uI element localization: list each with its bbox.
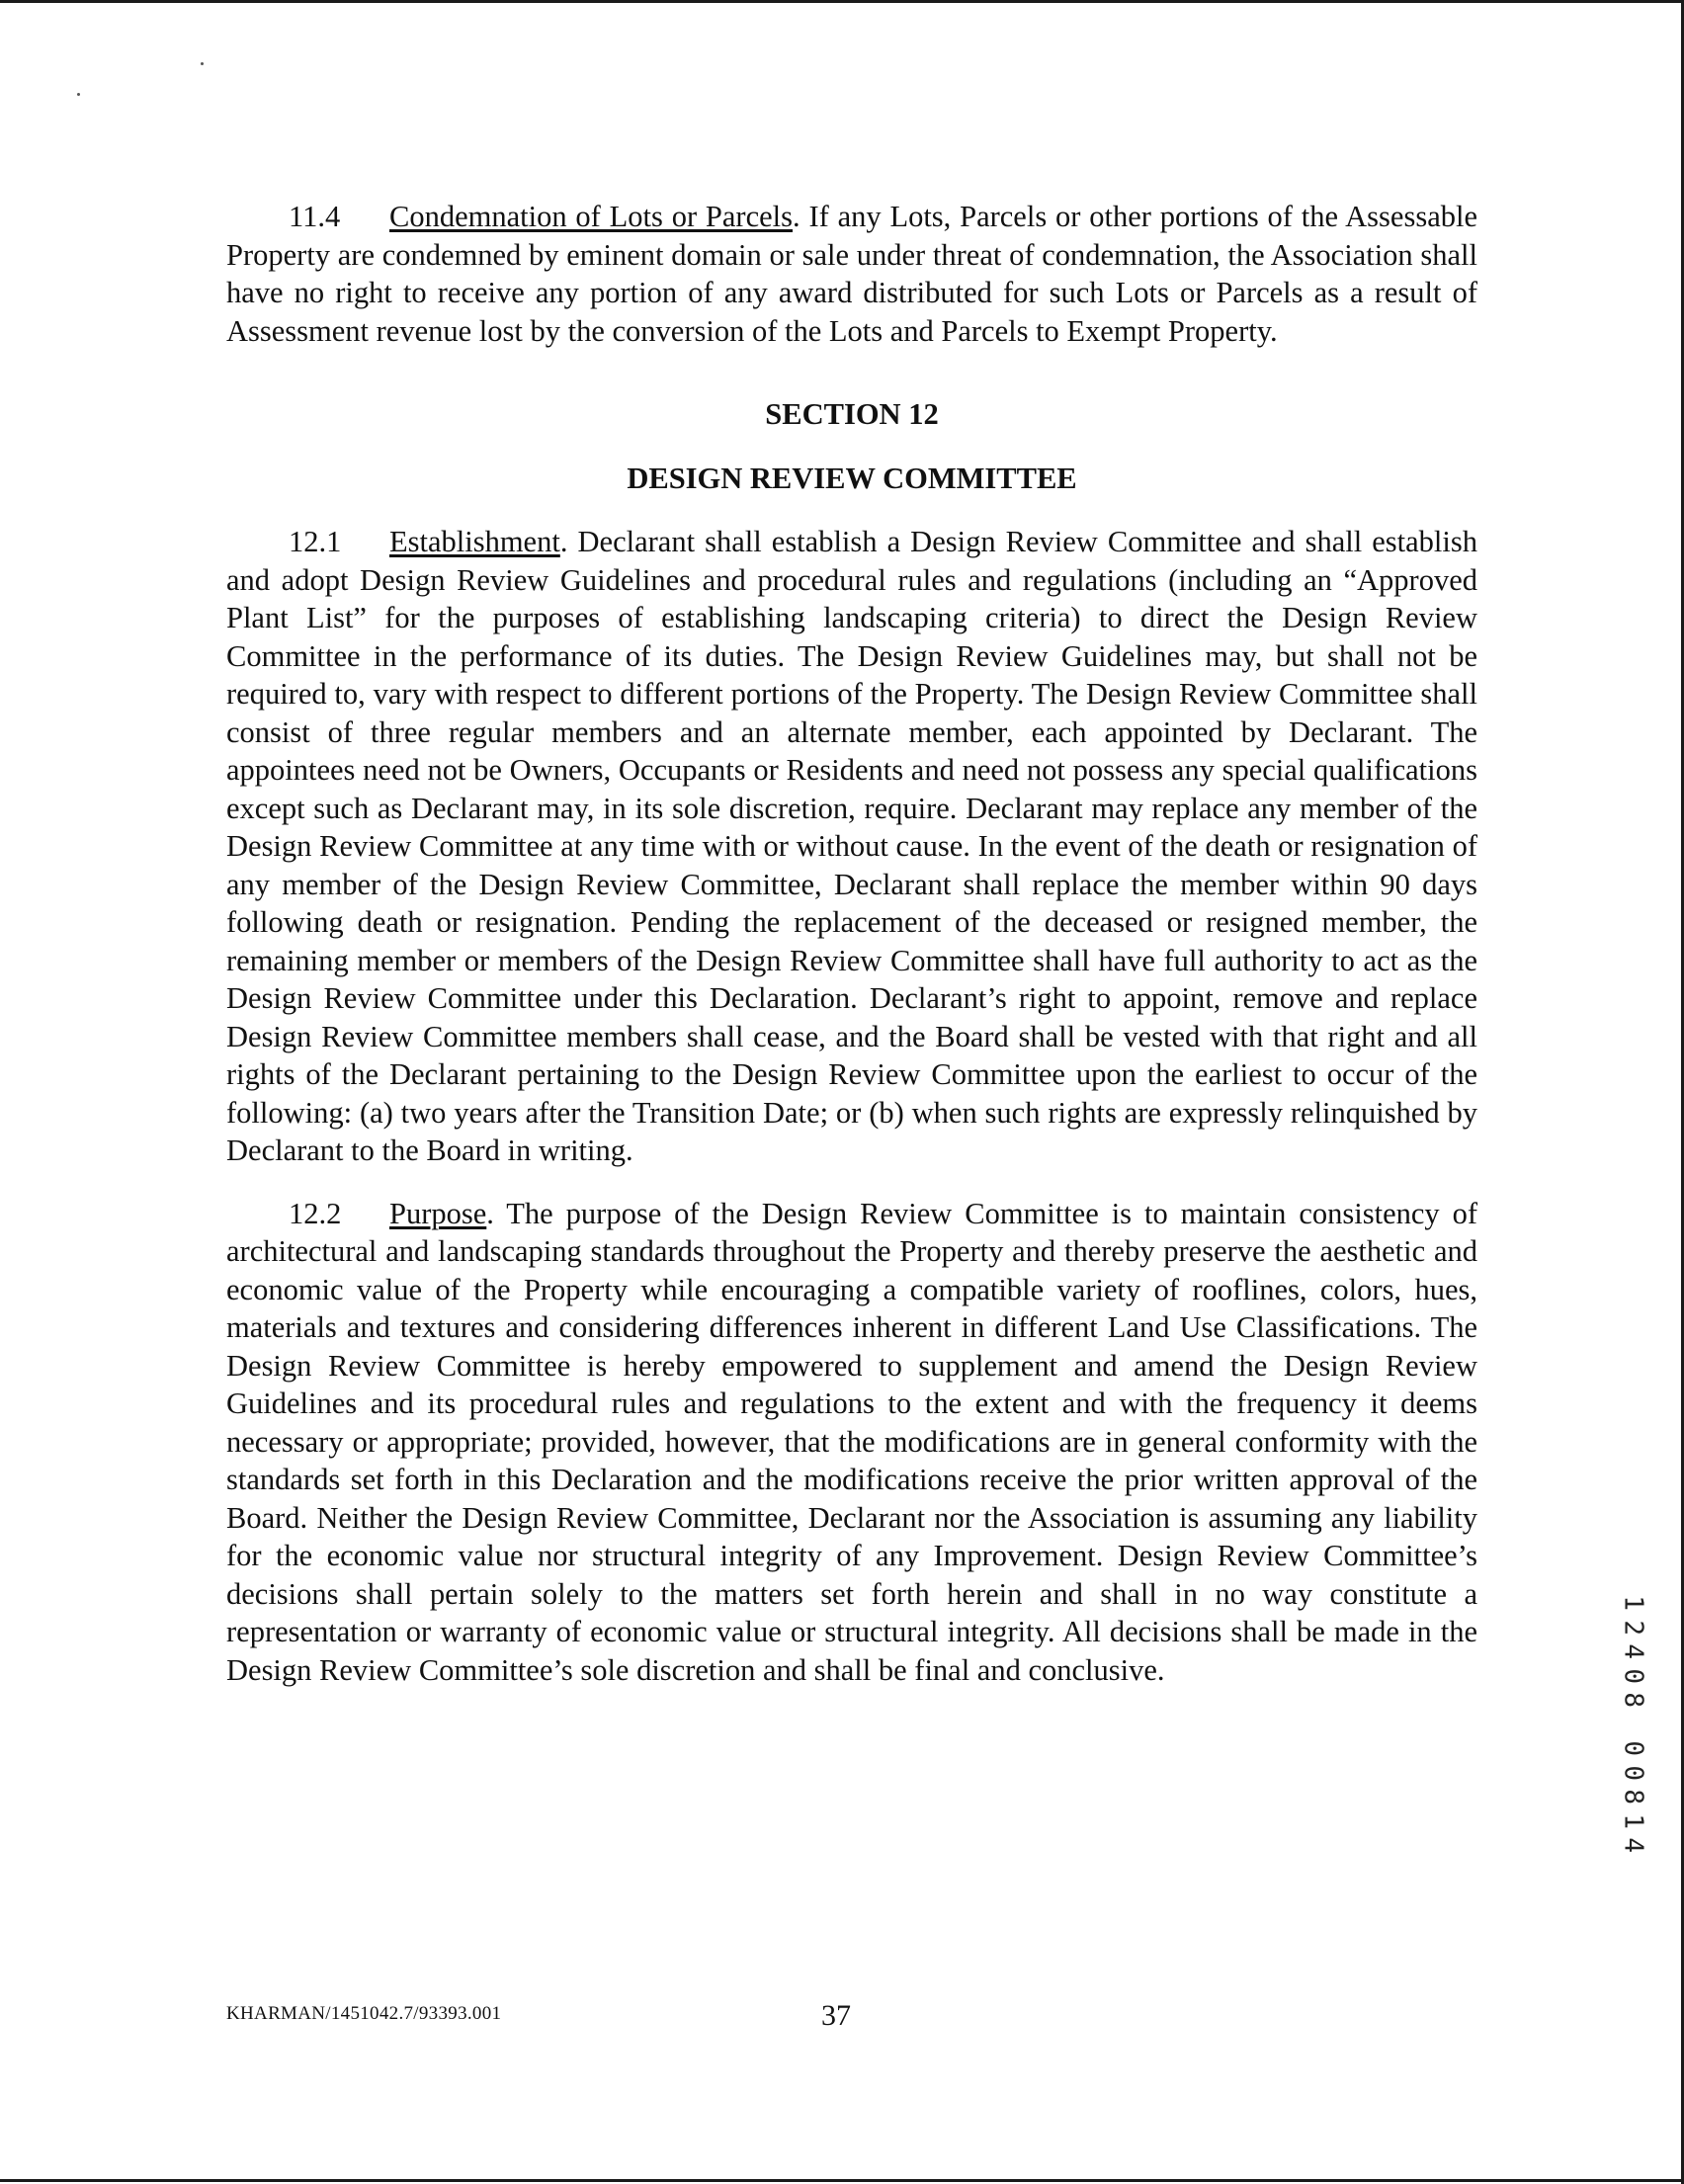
stamp-digit: 1 xyxy=(1618,1812,1648,1829)
section-text: . The purpose of the Design Review Committee is to maintain consistency of architectural and landscaping standards throughout the Property and thereby preserve the aesthetic and economic value of the Property while encouraging a compatible variety of rooflines, colors, hues, materials and textures and considering differences inherent in different Land Use Classifications. The Design Review Committee is hereby empowered to supplement and amend the Design Review Guidelines and its procedural rules and regulations to the extent and with the frequency it deems necessary or appropriate; provided, however, that the modifications are in general conformity with the standards set forth in this Declaration and the modifications receive the prior written approval of the Board. Neither the Design Review Committee, Declarant nor the Association is assuming any liability for the economic value nor structural integrity of any Improvement. Design Review Committee’s decisions shall pertain solely to the matters set forth herein and shall in no way constitute a representation or warranty of economic value or structural integrity. All decisions shall be made in the Design Review Committee’s sole discretion and shall be final and conclusive. xyxy=(226,1196,1477,1687)
stamp-digit: 2 xyxy=(1618,1619,1648,1636)
stamp-digit: 0 xyxy=(1618,1667,1648,1684)
stamp-digit: 4 xyxy=(1618,1837,1648,1854)
section-heading: Purpose xyxy=(389,1196,487,1230)
section-title: DESIGN REVIEW COMMITTEE xyxy=(627,462,1077,495)
paragraph-12-2 xyxy=(226,1195,1477,1690)
section-number: 11.4 xyxy=(289,200,341,233)
document-id: KHARMAN/1451042.7/93393.001 xyxy=(226,2003,502,2024)
section-heading: Condemnation of Lots or Parcels xyxy=(389,200,793,233)
scan-border-bottom xyxy=(0,2179,1684,2182)
scan-speck xyxy=(201,62,204,65)
stamp-digit: 0 xyxy=(1618,1764,1648,1781)
section-label: SECTION 12 xyxy=(765,397,939,431)
scan-speck xyxy=(77,93,80,96)
stamp-digit: 0 xyxy=(1618,1740,1648,1757)
section-heading: Establishment xyxy=(389,525,560,558)
paragraph-12-1 xyxy=(226,523,1477,1170)
page-number: 37 xyxy=(821,1999,851,2032)
paragraph-11-4 xyxy=(226,198,1477,350)
stamp-digit: 1 xyxy=(1618,1595,1648,1612)
section-number: 12.2 xyxy=(289,1196,342,1230)
recording-stamp xyxy=(1616,1591,1649,1858)
stamp-digit: 4 xyxy=(1618,1643,1648,1660)
stamp-digit: 8 xyxy=(1618,1789,1648,1806)
scan-border-top xyxy=(0,0,1684,3)
document-body xyxy=(226,198,1477,1689)
section-text: . If any Lots, Parcels or other portions of the Assessable Property are condemned by eminent domain or sale under threat of condemnation, the Association shall have no right to receive any portion of any award distributed for such Lots or Parcels as a result of Assessment revenue lost by the conversion of the Lots and Parcels to Exempt Property. xyxy=(226,200,1477,348)
section-text: . Declarant shall establish a Design Review Committee and shall establish and adopt Design Review Guidelines and procedural rules and regulations (including an “Approved Plant List” for the purposes of establishing landscaping criteria) to direct the Design Review Committee in the performance of its duties. The Design Review Guidelines may, but shall not be required to, vary with respect to different portions of the Property. The Design Review Committee shall consist of three regular members and an alternate member, each appointed by Declarant. The appointees need not be Owners, Occupants or Residents and need not possess any special qualifications except such as Declarant may, in its sole discretion, require. Declarant may replace any member of the Design Review Committee at any time with or without cause. In the event of the death or resignation of any member of the Design Review Committee, Declarant shall replace the member within 90 days following death or resignation. Pending the replacement of the deceased or resigned member, the remaining member or members of the Design Review Committee shall have full authority to act as the Design Review Committee under this Declaration. Declarant’s right to appoint, remove and replace Design Review Committee members shall cease, and the Board shall be vested with that right and all rights of the Declarant pertaining to the Design Review Committee upon the earliest to occur of the following: (a) two years after the Transition Date; or (b) when such rights are expressly relinquished by Declarant to the Board in writing. xyxy=(226,525,1477,1167)
stamp-digit: 8 xyxy=(1618,1692,1648,1709)
section-number: 12.1 xyxy=(289,525,342,558)
